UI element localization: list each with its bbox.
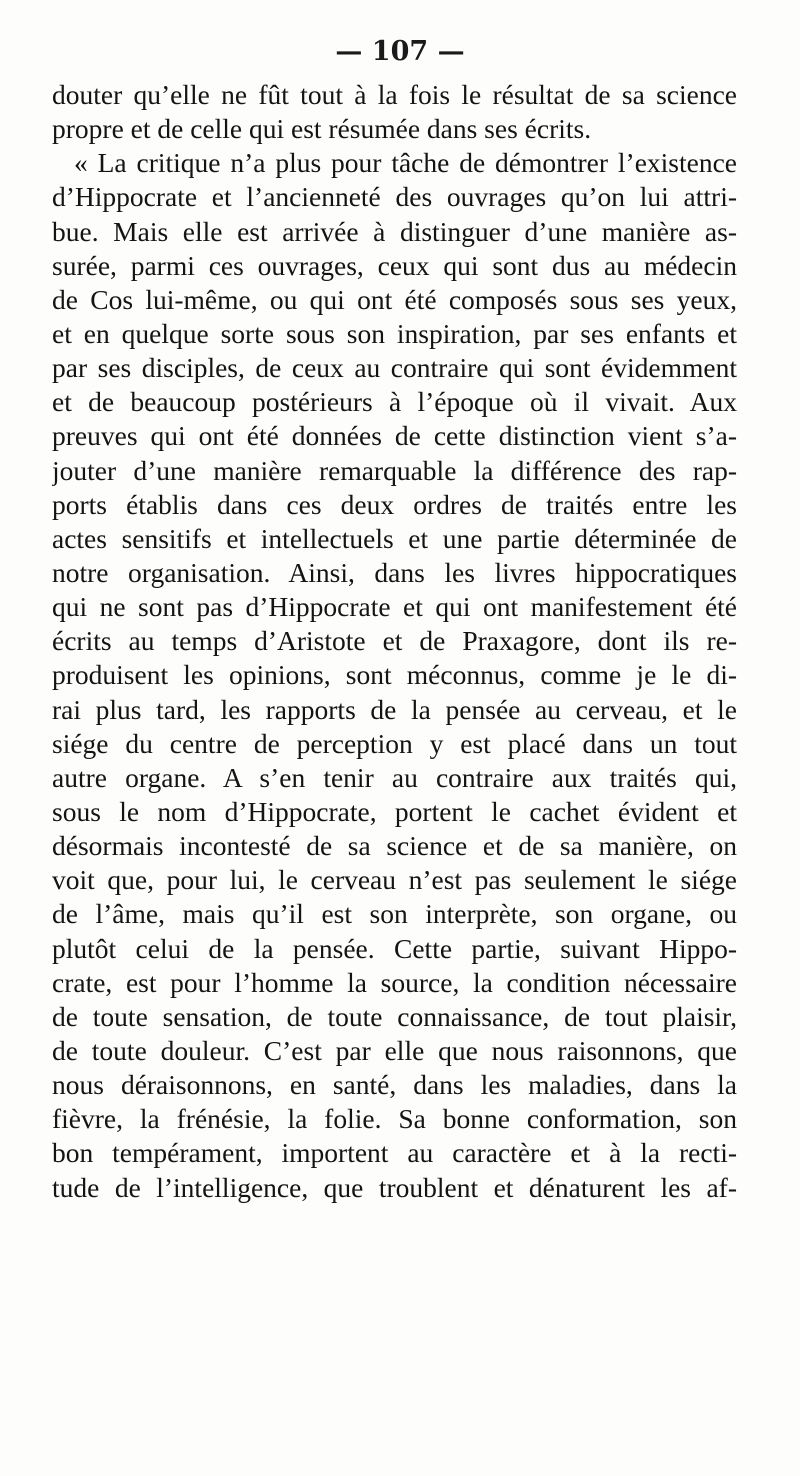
text-line: et en quelque sorte sous son inspiration, par ses enfants et [52,317,737,349]
text-line: et de beaucoup postérieurs à l’époque où il vivait. Aux [52,386,737,418]
text-line: autre organe. A s’en tenir au contraire aux traités qui, [52,761,737,793]
text-line: de l’âme, mais qu’il est son interprète, son organe, ou [52,898,737,930]
text-line: qui ne sont pas d’Hippocrate et qui ont manifestement été [52,591,737,623]
text-line: rai plus tard, les rapports de la pensée au cerveau, et le [52,693,737,725]
text-line: d’Hippocrate et l’ancienneté des ouvrages qu’on lui attri- [52,181,737,213]
text-line: par ses disciples, de ceux au contraire qui sont évidemment [52,352,737,384]
text-line: notre organisation. Ainsi, dans les livres hippocratiques [52,556,737,588]
text-line: douter qu’elle ne fût tout à la fois le résultat de sa science [52,79,737,110]
body-text [52,78,737,1205]
text-line: ports établis dans ces deux ordres de traités entre les [52,488,737,520]
text-line: tude de l’intelligence, que troublent et dénaturent les af- [52,1171,737,1203]
text-line: actes sensitifs et intellectuels et une partie déterminée de [52,522,737,554]
text-line: sous le nom d’Hippocrate, portent le cachet évident et [52,795,737,827]
text-line: « La critique n’a plus pour tâche de démontrer l’existence [74,147,737,179]
text-line: bon tempérament, importent au caractère et à la recti- [52,1137,737,1169]
text-line: voit que, pour lui, le cerveau n’est pas seulement le siége [52,864,737,896]
text-line: fièvre, la frénésie, la folie. Sa bonne conformation, son [52,1103,737,1135]
text-line: de toute sensation, de toute connaissance, de tout plaisir, [52,1000,737,1032]
text-line: propre et de celle qui est résumée dans ses écrits. [52,113,592,145]
text-line: plutôt celui de la pensée. Cette partie, suivant Hippo- [52,932,737,964]
text-line: bue. Mais elle est arrivée à distinguer d’une manière as- [52,215,737,247]
text-line: écrits au temps d’Aristote et de Praxagore, dont ils re- [52,625,737,657]
page-number: — 107 — [335,36,465,67]
text-line: de Cos lui-même, ou qui ont été composés sous ses yeux, [52,283,737,315]
text-line: de toute douleur. C’est par elle que nous raisonnons, que [52,1034,737,1066]
text-line: preuves qui ont été données de cette distinction vient s’a- [52,420,737,452]
text-line: nous déraisonnons, en santé, dans les maladies, dans la [52,1069,737,1101]
text-line: surée, parmi ces ouvrages, ceux qui sont dus au médecin [52,249,737,281]
text-line: jouter d’une manière remarquable la différence des rap- [52,454,737,486]
text-line: produisent les opinions, sont méconnus, comme je le di- [52,659,737,691]
text-line: crate, est pour l’homme la source, la condition nécessaire [52,966,737,998]
text-line: siége du centre de perception y est placé dans un tout [52,727,737,759]
text-line: désormais incontesté de sa science et de sa manière, on [52,830,737,862]
